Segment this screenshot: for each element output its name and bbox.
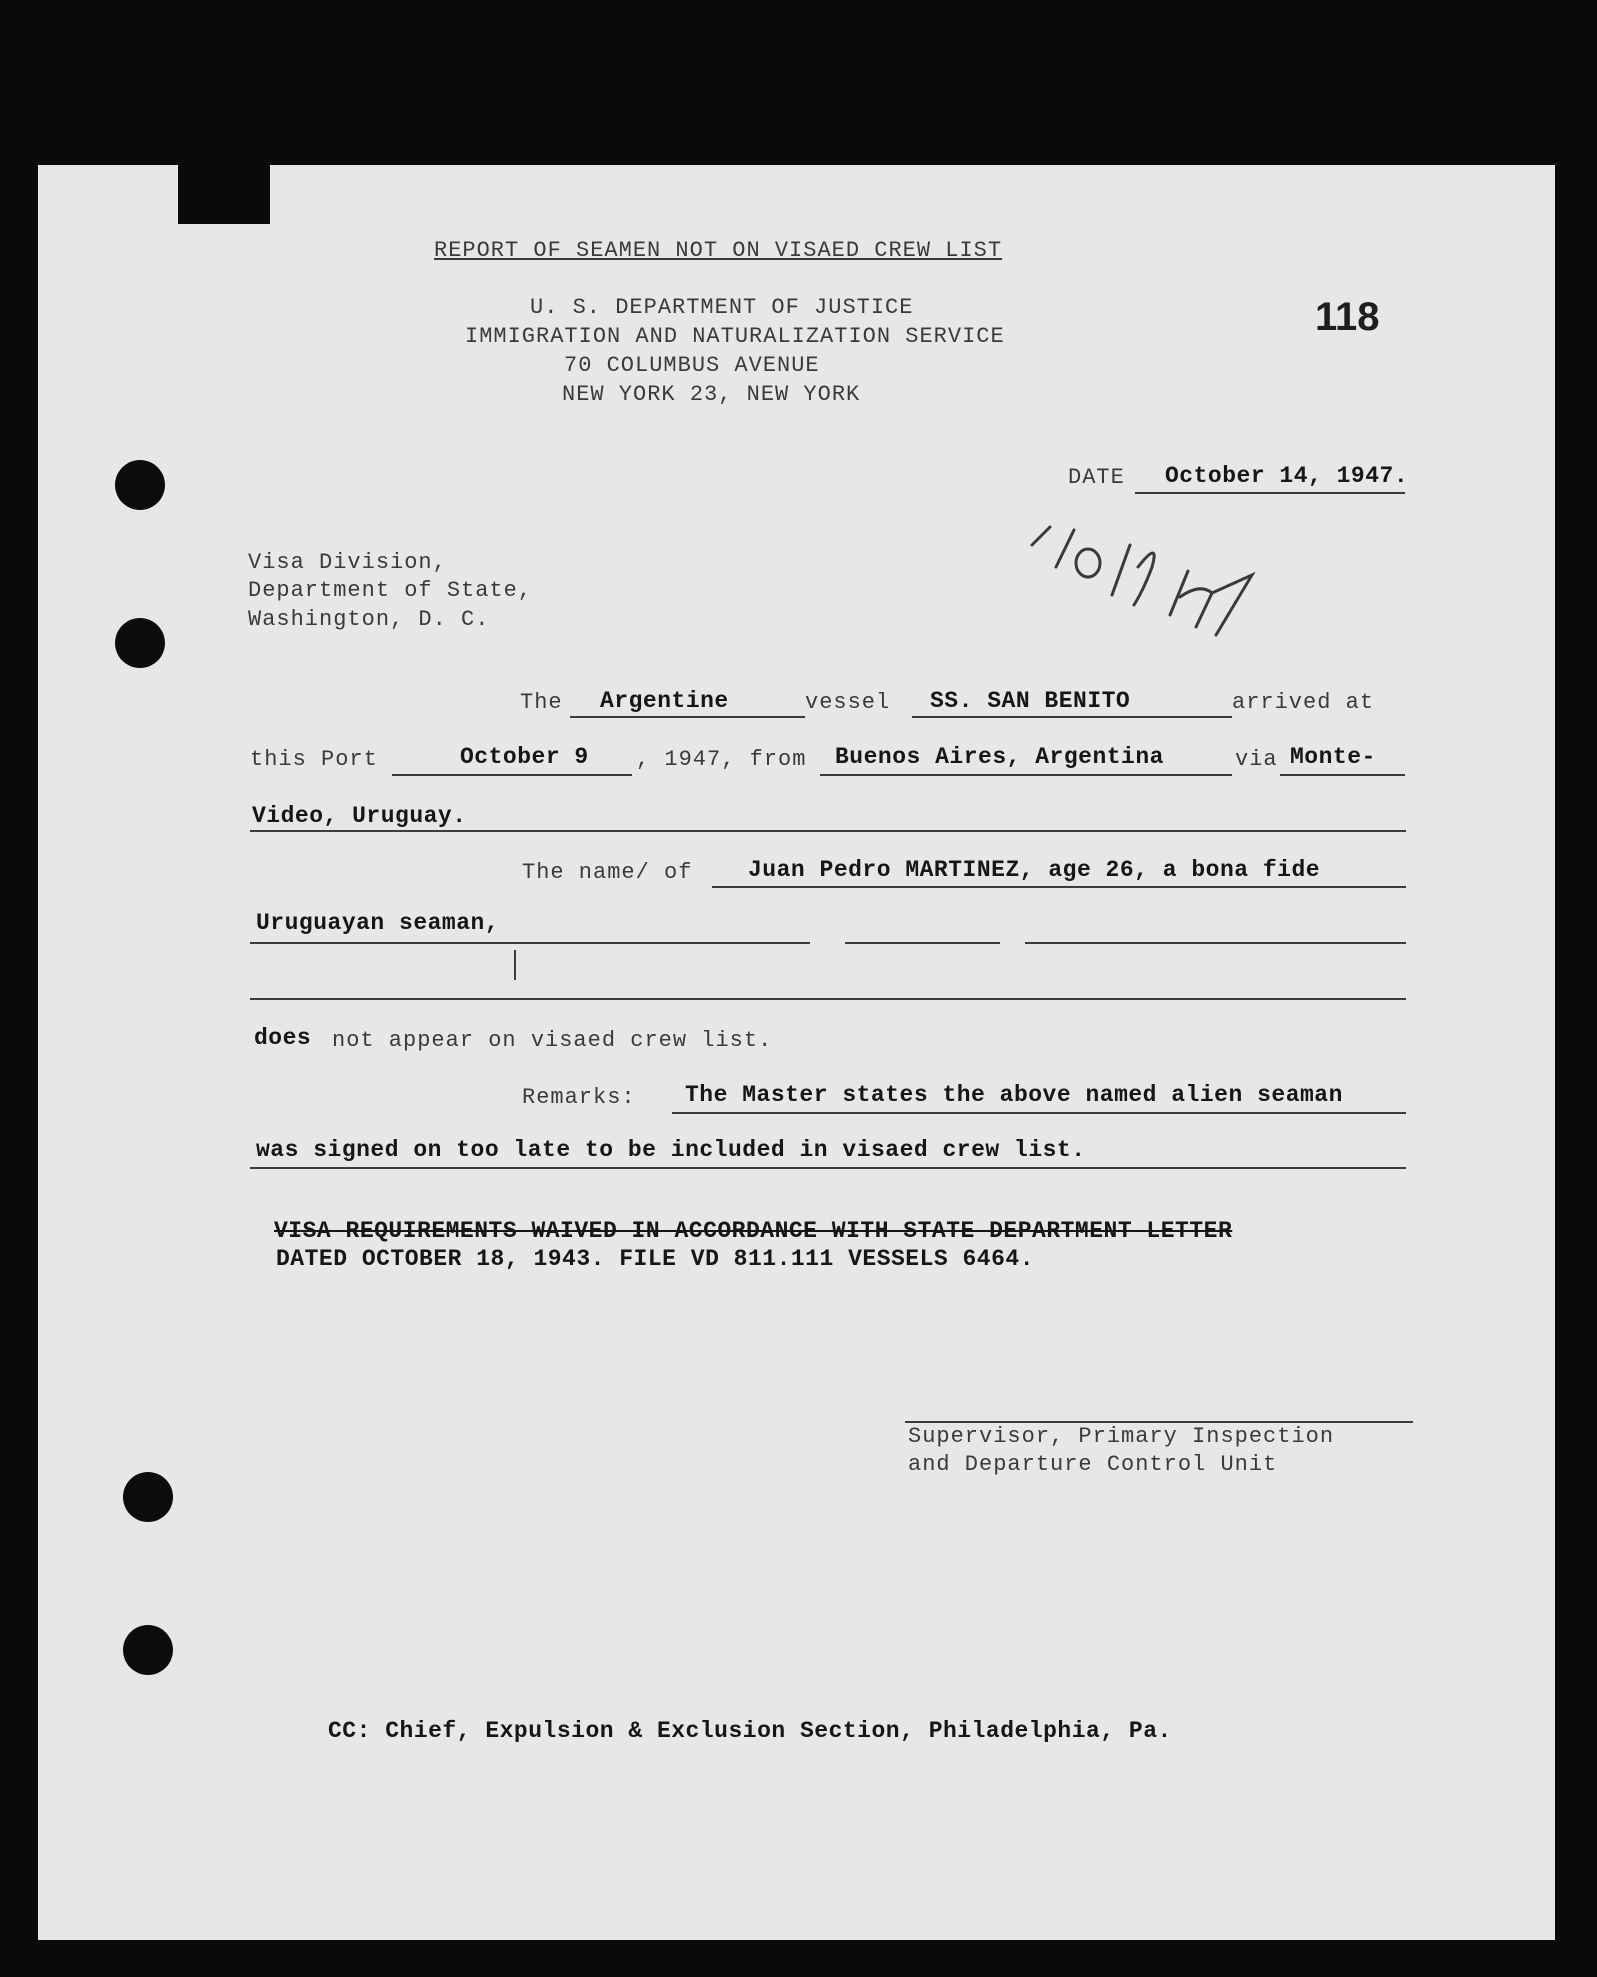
punch-hole xyxy=(115,460,165,510)
date-underline xyxy=(1135,492,1405,494)
recipient-line-3: Washington, D. C. xyxy=(248,607,490,632)
address-line-1: 70 COLUMBUS AVENUE xyxy=(564,353,820,378)
punch-hole xyxy=(123,1625,173,1675)
arrived-label: arrived at xyxy=(1232,690,1375,715)
recipient-line-1: Visa Division, xyxy=(248,550,447,575)
recipient-line-2: Department of State, xyxy=(248,578,533,603)
report-title: REPORT OF SEAMEN NOT ON VISAED CREW LIST xyxy=(434,238,1003,263)
via-underline-1 xyxy=(1280,774,1405,776)
year-text: , 1947, from xyxy=(636,747,807,772)
punch-hole xyxy=(115,618,165,668)
via-part-2: Video, Uruguay. xyxy=(252,803,467,829)
remarks-underline-2 xyxy=(250,1167,1406,1169)
origin-underline xyxy=(820,774,1232,776)
cc-line: CC: Chief, Expulsion & Exclusion Section, Philadelphia, Pa. xyxy=(328,1718,1172,1744)
torn-corner xyxy=(178,162,270,224)
vessel-nationality: Argentine xyxy=(600,688,729,714)
seaman-label: The name/ of xyxy=(522,860,693,885)
remarks-line-1: The Master states the above named alien seaman xyxy=(685,1082,1343,1108)
punch-hole xyxy=(123,1472,173,1522)
remarks-underline-1 xyxy=(672,1112,1406,1114)
vessel-label-the: The xyxy=(520,690,563,715)
seaman-verb: does xyxy=(254,1025,312,1051)
typewriter-mark xyxy=(514,950,516,980)
signature-title-2: and Departure Control Unit xyxy=(908,1452,1278,1477)
address-line-2: NEW YORK 23, NEW YORK xyxy=(562,382,861,407)
seaman-name-line-1: Juan Pedro MARTINEZ, age 26, a bona fide xyxy=(748,857,1321,883)
remarks-label: Remarks: xyxy=(522,1085,636,1110)
date-label: DATE xyxy=(1068,465,1125,490)
via-label: via xyxy=(1235,747,1278,772)
waiver-line-1: VISA REQUIREMENTS WAIVED IN ACCORDANCE WITH STATE DEPARTMENT LETTER xyxy=(274,1218,1233,1244)
waiver-line-2: DATED OCTOBER 18, 1943. FILE VD 811.111 VESSELS 6464. xyxy=(276,1246,1035,1272)
via-part-1: Monte- xyxy=(1290,744,1376,770)
remarks-line-2: was signed on too late to be included in visaed crew list. xyxy=(256,1137,1086,1163)
via-underline-2 xyxy=(250,830,1406,832)
document-page xyxy=(38,165,1555,1940)
handwritten-date xyxy=(1020,505,1260,655)
seaman-name-line-2: Uruguayan seaman, xyxy=(256,910,500,936)
origin-port: Buenos Aires, Argentina xyxy=(835,744,1164,770)
nationality-underline xyxy=(570,716,805,718)
vessel-name: SS. SAN BENITO xyxy=(930,688,1131,714)
agency-line-2: IMMIGRATION AND NATURALIZATION SERVICE xyxy=(465,324,1005,349)
seaman-underline-2c xyxy=(1025,942,1406,944)
seaman-underline-3 xyxy=(250,998,1406,1000)
signature-line xyxy=(905,1421,1413,1423)
date-value: October 14, 1947. xyxy=(1165,463,1409,489)
arrival-date: October 9 xyxy=(460,744,589,770)
document-number: 118 xyxy=(1315,295,1380,339)
agency-line-1: U. S. DEPARTMENT OF JUSTICE xyxy=(530,295,914,320)
port-label: this Port xyxy=(250,747,378,772)
vessel-name-underline xyxy=(912,716,1232,718)
seaman-underline-2a xyxy=(250,942,810,944)
signature-title-1: Supervisor, Primary Inspection xyxy=(908,1424,1335,1449)
vessel-label: vessel xyxy=(805,690,891,715)
seaman-underline-1 xyxy=(712,886,1406,888)
seaman-phrase: not appear on visaed crew list. xyxy=(332,1028,773,1053)
seaman-underline-2b xyxy=(845,942,1000,944)
arrival-date-underline xyxy=(392,774,632,776)
